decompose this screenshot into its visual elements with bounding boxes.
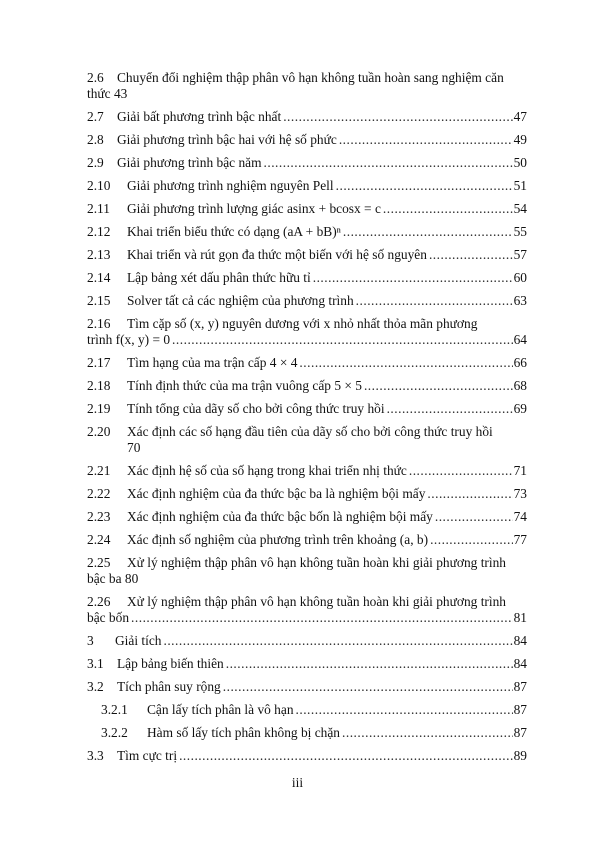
toc-entry-title: Khai triển biểu thức có dạng (aA + bB)ⁿ	[127, 224, 341, 239]
toc-entry-title: Tính tổng của dãy số cho bởi công thức truy hồi	[127, 401, 385, 416]
toc-entry-page: 87	[513, 679, 527, 694]
toc-entry-number: 2.16	[87, 316, 111, 331]
toc-entry-page: 84	[513, 656, 527, 671]
toc-entry-number: 3	[87, 633, 94, 648]
toc-entry[interactable]	[87, 702, 527, 718]
dot-leader	[299, 355, 512, 371]
toc-entry-number: 3.2.2	[101, 725, 128, 740]
dot-leader	[356, 293, 513, 309]
toc-entry-page: 73	[513, 486, 527, 501]
toc-entry-page: 84	[513, 633, 527, 648]
toc-entry-number: 2.8	[87, 132, 104, 147]
toc-entry-number: 3.1	[87, 656, 104, 671]
toc-entry-title: bậc ba 80	[87, 571, 139, 586]
table-of-contents	[87, 70, 527, 771]
toc-entry-title: Khai triển và rút gọn đa thức một biến với hệ số nguyên	[127, 247, 427, 262]
dot-leader	[343, 224, 513, 240]
toc-entry-number: 2.17	[87, 355, 111, 370]
toc-entry-number: 2.25	[87, 555, 111, 570]
toc-entry-page: 89	[513, 748, 527, 763]
toc-entry-number: 3.2	[87, 679, 104, 694]
toc-entry-number: 2.23	[87, 509, 111, 524]
toc-entry-title: Xử lý nghiệm thập phân vô hạn không tuần hoàn khi giải phương trình	[127, 555, 506, 570]
dot-leader	[131, 610, 513, 626]
toc-entry-title: Cận lấy tích phân là vô hạn	[147, 702, 294, 717]
dot-leader	[172, 332, 513, 348]
toc-entry-page: 64	[513, 332, 527, 347]
dot-leader	[223, 679, 513, 695]
dot-leader	[383, 201, 513, 217]
toc-entry-number: 2.11	[87, 201, 110, 216]
toc-entry-title: Xác định nghiệm của đa thức bậc bốn là nghiệm bội mấy	[127, 509, 433, 524]
toc-entry[interactable]	[87, 109, 527, 125]
toc-entry[interactable]	[87, 378, 527, 394]
toc-entry-page: 87	[513, 725, 527, 740]
toc-entry[interactable]	[87, 155, 527, 171]
toc-entry-title: Tìm hạng của ma trận cấp 4 × 4	[127, 355, 298, 370]
toc-entry-number: 2.19	[87, 401, 111, 416]
toc-entry[interactable]	[87, 201, 527, 217]
toc-entry-title: Giải phương trình lượng giác asinx + bcosx = c	[127, 201, 381, 216]
toc-entry[interactable]	[87, 178, 527, 194]
dot-leader	[264, 155, 513, 171]
toc-entry[interactable]	[87, 532, 527, 548]
dot-leader	[342, 725, 513, 741]
dot-leader	[430, 532, 513, 548]
toc-entry[interactable]	[87, 270, 527, 286]
toc-entry-number: 2.20	[87, 424, 111, 439]
toc-entry-title: Giải tích	[115, 633, 162, 648]
toc-entry[interactable]	[87, 355, 527, 371]
toc-entry-page: 77	[513, 532, 527, 547]
toc-entry-title: Giải phương trình bậc năm	[117, 155, 262, 170]
toc-entry[interactable]	[87, 424, 527, 456]
dot-leader	[427, 486, 512, 502]
toc-entry-number: 2.22	[87, 486, 111, 501]
dot-leader	[435, 509, 513, 525]
toc-entry[interactable]	[87, 555, 527, 587]
dot-leader	[163, 633, 512, 649]
page-number-footer: iii	[291, 775, 304, 790]
toc-entry[interactable]	[87, 247, 527, 263]
toc-entry-page: 60	[513, 270, 527, 285]
toc-entry[interactable]	[87, 679, 527, 695]
toc-entry-title: Chuyển đổi nghiệm thập phân vô hạn không tuần hoàn sang nghiệm căn	[117, 70, 504, 85]
toc-entry-number: 2.15	[87, 293, 111, 308]
toc-entry-page: 49	[513, 132, 527, 147]
toc-entry-page: 69	[513, 401, 527, 416]
toc-entry-number: 2.24	[87, 532, 111, 547]
toc-entry-title: 70	[127, 440, 141, 455]
toc-entry-title: bậc bốn	[87, 610, 130, 625]
toc-entry-page: 66	[513, 355, 527, 370]
toc-entry[interactable]	[87, 633, 527, 649]
dot-leader	[364, 378, 513, 394]
toc-entry-title: Xác định nghiệm của đa thức bậc ba là nghiệm bội mấy	[127, 486, 426, 501]
toc-entry[interactable]	[87, 132, 527, 148]
toc-entry[interactable]	[87, 293, 527, 309]
toc-entry-title: Lập bảng xét dấu phân thức hữu tỉ	[127, 270, 311, 285]
toc-entry-title: Giải phương trình bậc hai với hệ số phức	[117, 132, 337, 147]
dot-leader	[387, 401, 513, 417]
toc-entry-page: 87	[513, 702, 527, 717]
toc-entry-title: Tìm cặp số (x, y) nguyên dương với x nhỏ nhất thỏa mãn phương	[127, 316, 478, 331]
toc-entry-title: Lập bảng biến thiên	[117, 656, 224, 671]
dot-leader	[296, 702, 513, 718]
toc-entry-page: 55	[513, 224, 527, 239]
toc-entry-page: 68	[513, 378, 527, 393]
dot-leader	[339, 132, 513, 148]
toc-entry-number: 2.10	[87, 178, 111, 193]
dot-leader	[283, 109, 512, 125]
toc-entry-title: Xác định các số hạng đầu tiên của dãy số cho bởi công thức truy hồi	[127, 424, 493, 439]
toc-entry-number: 2.12	[87, 224, 111, 239]
toc-entry-title: Hàm số lấy tích phân không bị chặn	[147, 725, 341, 740]
toc-entry-number: 3.3	[87, 748, 104, 763]
toc-entry[interactable]	[87, 594, 527, 626]
toc-entry-page: 51	[513, 178, 527, 193]
toc-entry-page: 63	[513, 293, 527, 308]
toc-entry-title: Solver tất cả các nghiệm của phương trình	[127, 293, 354, 308]
toc-entry-number: 2.6	[87, 70, 104, 85]
toc-entry-title: Tìm cực trị	[117, 748, 178, 763]
toc-entry-number: 2.26	[87, 594, 111, 609]
toc-entry-number: 2.13	[87, 247, 111, 262]
toc-entry-page: 81	[513, 610, 527, 625]
toc-entry-number: 2.14	[87, 270, 111, 285]
dot-leader	[179, 748, 513, 764]
dot-leader	[429, 247, 513, 263]
toc-entry-title: thức 43	[87, 86, 128, 101]
toc-entry-title: trình f(x, y) = 0	[87, 332, 171, 347]
toc-entry-title: Xác định số nghiệm của phương trình trên khoảng (a, b)	[127, 532, 429, 547]
toc-entry[interactable]	[87, 486, 527, 502]
toc-entry[interactable]	[87, 401, 527, 417]
toc-entry-page: 50	[513, 155, 527, 170]
toc-entry-page: 71	[513, 463, 527, 478]
dot-leader	[226, 656, 513, 672]
toc-entry[interactable]	[87, 224, 527, 240]
toc-entry-number: 2.9	[87, 155, 104, 170]
toc-entry-page: 57	[513, 247, 527, 262]
toc-entry-number: 2.18	[87, 378, 111, 393]
toc-entry[interactable]	[87, 463, 527, 479]
toc-entry-number: 2.7	[87, 109, 104, 124]
toc-entry-title: Xác định hệ số của số hạng trong khai triển nhị thức	[127, 463, 407, 478]
dot-leader	[313, 270, 513, 286]
toc-entry-title: Tích phân suy rộng	[117, 679, 221, 694]
toc-entry-title: Tính định thức của ma trận vuông cấp 5 × 5	[127, 378, 362, 393]
toc-entry-title: Giải bất phương trình bậc nhất	[117, 109, 282, 124]
toc-entry-title: Giải phương trình nghiệm nguyên Pell	[127, 178, 334, 193]
toc-entry-page: 74	[513, 509, 527, 524]
toc-entry[interactable]	[87, 656, 527, 672]
dot-leader	[409, 463, 513, 479]
toc-entry[interactable]	[87, 70, 527, 102]
toc-entry-page: 47	[513, 109, 527, 124]
dot-leader	[336, 178, 513, 194]
toc-entry[interactable]	[87, 748, 527, 764]
toc-entry-title: Xử lý nghiệm thập phân vô hạn không tuần hoàn khi giải phương trình	[127, 594, 506, 609]
toc-entry[interactable]	[87, 509, 527, 525]
toc-entry-page: 54	[513, 201, 527, 216]
toc-entry-number: 3.2.1	[101, 702, 128, 717]
toc-entry-number: 2.21	[87, 463, 111, 478]
toc-entry[interactable]	[87, 725, 527, 741]
toc-entry[interactable]	[87, 316, 527, 348]
